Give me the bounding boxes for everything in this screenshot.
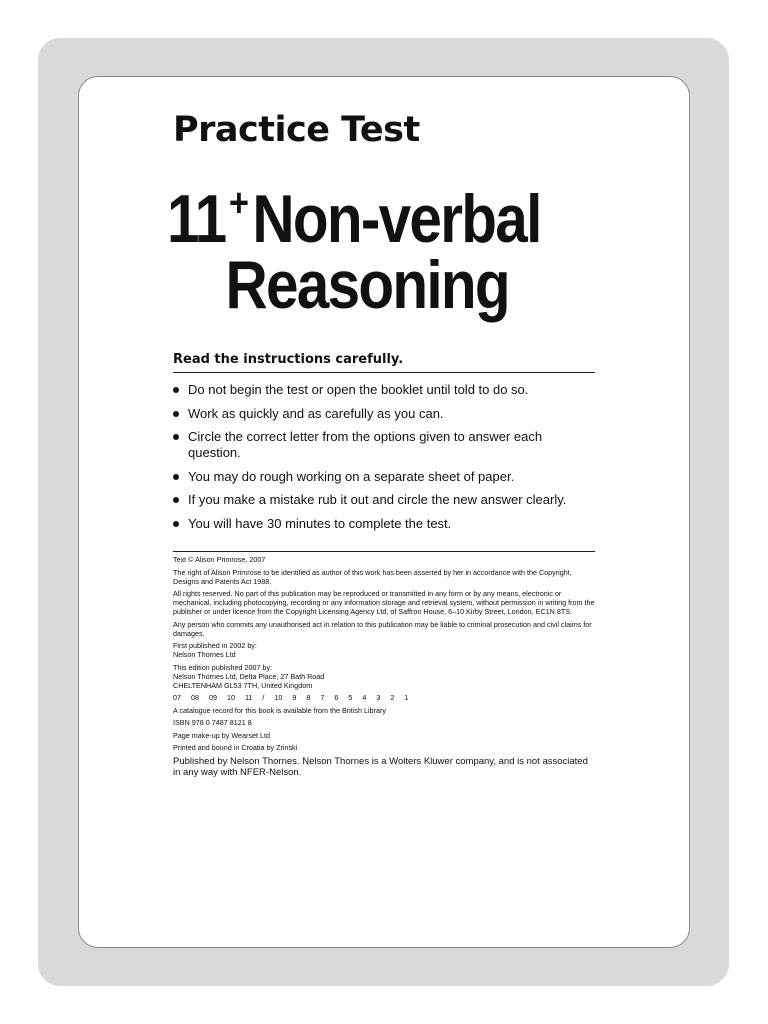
title-line-1: Non-verbal: [252, 181, 541, 257]
bullet-icon: [173, 434, 179, 440]
publisher-statement: Published by Nelson Thornes. Nelson Thornes is a Wolters Kluwer company, and is not associated in any way with NFER-Nelson.: [173, 755, 588, 778]
bullet-icon: [173, 497, 179, 503]
edition-line-2: Nelson Thornes Ltd, Delta Place, 27 Bath Road: [173, 671, 325, 681]
author-rights-text: The right of Alison Primrose to be identified as author of this work has been asserted by her in accordance with the Copyright, Designs and Patents Act 1988.: [173, 567, 572, 586]
list-item: [173, 382, 595, 398]
instruction-text: You will have 30 minutes to complete the test.: [188, 515, 452, 531]
edition-info: [173, 663, 595, 690]
edition-line-3: CHELTENHAM GL53 7TH, United Kingdom: [173, 680, 313, 690]
list-item: [173, 492, 595, 508]
bullet-icon: [173, 474, 179, 480]
list-item: [173, 406, 595, 422]
edition-line-1: This edition published 2007 by:: [173, 662, 273, 672]
divider: [173, 551, 595, 552]
instruction-text: Work as quickly and as carefully as you can.: [188, 405, 444, 421]
instructions-list: [173, 382, 595, 539]
instructions-heading: Read the instructions carefully.: [173, 352, 595, 373]
list-item: [173, 516, 595, 532]
imprint-block: [173, 555, 595, 781]
first-published-line-1: First published in 2002 by:: [173, 641, 257, 650]
title-eleven: 11: [167, 181, 226, 257]
bullet-icon: [173, 521, 179, 527]
list-item: [173, 469, 595, 485]
bullet-icon: [173, 411, 179, 417]
printing-number-line: 07 08 09 10 11 / 10 9 8 7 6 5 4 3 2 1: [173, 693, 409, 702]
instruction-text: Circle the correct letter from the options given to answer each question.: [188, 429, 543, 460]
instruction-text: Do not begin the test or open the booklet until told to do so.: [188, 382, 529, 397]
instruction-text: You may do rough working on a separate sheet of paper.: [188, 468, 515, 484]
document-content: [167, 108, 595, 778]
first-published-line-2: Nelson Thornes Ltd: [173, 650, 236, 659]
rights-reserved-text: All rights reserved. No part of this publication may be reproduced or transmitted in any form or by any means, electronic or mechanical, including photocopying, recording or any information storage and retrieval system, without permission in writing from the publisher or under licence from the Copyright Licensing Agency Ltd, of Saffron House, 6–10 Kirby Street, London, EC1N 8TS.: [173, 589, 595, 616]
printed-bound-text: Printed and bound in Croatia by Zrinski: [173, 743, 298, 752]
practice-test-heading: Practice Test: [173, 110, 420, 150]
first-published: [173, 641, 595, 659]
title-plus: +: [228, 181, 248, 225]
main-title: [167, 170, 545, 323]
list-item: [173, 429, 595, 461]
instruction-text: If you make a mistake rub it out and circle the new answer clearly.: [188, 492, 567, 507]
unauthorised-act-text: Any person who commits any unauthorised act in relation to this publication may be liable to criminal prosecution and civil claims for damages.: [173, 619, 592, 638]
page-makeup-text: Page make-up by Wearset Ltd: [173, 730, 270, 740]
isbn-text: ISBN 978 0 7487 8121 8: [173, 718, 252, 727]
bullet-icon: [173, 387, 179, 393]
copyright-text: Text © Alison Primrose, 2007: [173, 555, 266, 564]
catalogue-record-text: A catalogue record for this book is available from the British Library: [173, 705, 386, 715]
title-line-2: Reasoning: [225, 247, 509, 323]
